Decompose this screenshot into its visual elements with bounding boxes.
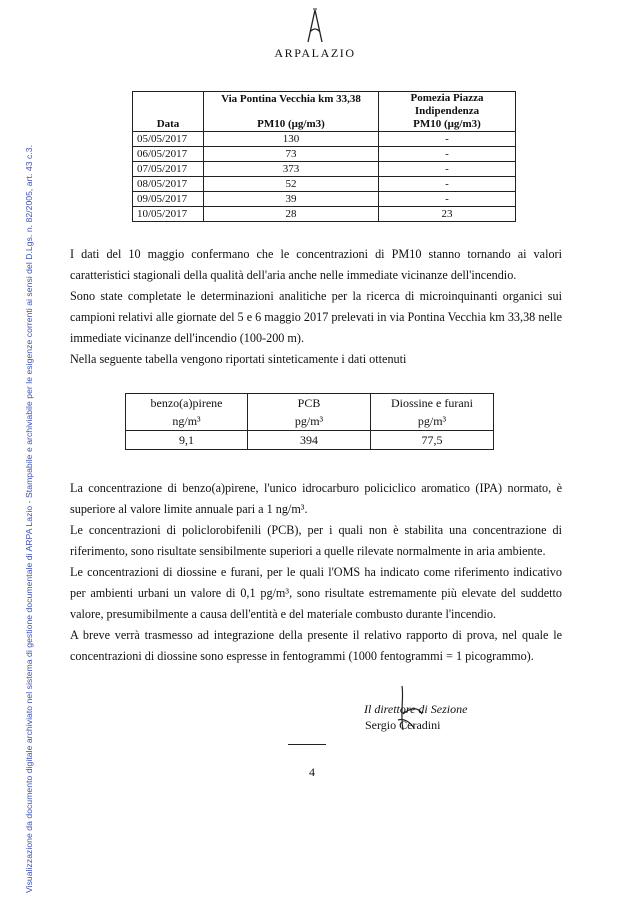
table-row [133, 162, 516, 177]
table-row [133, 207, 516, 222]
cell-pomezia: 23 [379, 207, 516, 222]
cell-pomezia: - [379, 192, 516, 207]
signature-block [364, 701, 467, 733]
value-diossine: 77,5 [371, 431, 494, 450]
cell-pomezia: - [379, 147, 516, 162]
archive-side-note: Visualizzazione da documento digitale archiviato nel sistema di gestione documentale di ARPA Lazio - Stampabile e archiviabile per le esigenze correnti ai sensi del D.Lgs. n. 82/2005, art. 43 c.3. [24, 144, 34, 893]
cell-date: 09/05/2017 [133, 192, 204, 207]
signature-role: Il direttore di Sezione [364, 702, 468, 716]
unit-pcb: pg/m³ [248, 412, 371, 431]
paragraph: La concentrazione di benzo(a)pirene, l'unico idrocarburo policiclico aromatico (IPA) normato, è superiore al valore limite annuale pari a 1 ng/m³. [70, 481, 562, 516]
pm10-table [132, 91, 516, 222]
paragraph: Le concentrazioni di policlorobifenili (PCB), per i quali non è stabilita una concentrazione di riferimento, sono risultate sensibilmente superiori a quelle rilevate normalmente in aria ambiente. [70, 523, 562, 558]
header-pomezia [379, 92, 516, 132]
unit-diossine: pg/m³ [371, 412, 494, 431]
header-pontina [204, 92, 379, 132]
table-row [133, 132, 516, 147]
cell-pontina: 373 [204, 162, 379, 177]
table-units-row [126, 412, 494, 431]
table-row [126, 431, 494, 450]
findings-text [70, 478, 562, 667]
header-diossine: Diossine e furani [371, 394, 494, 413]
header-pomezia-line2: Indipendenza [414, 105, 480, 117]
cell-pontina: 73 [204, 147, 379, 162]
cell-date: 10/05/2017 [133, 207, 204, 222]
cell-pontina: 130 [204, 132, 379, 147]
intro-text [70, 244, 562, 370]
cell-date: 08/05/2017 [133, 177, 204, 192]
paragraph: Sono state completate le determinazioni analitiche per la ricerca di microinquinanti organici sui campioni relativi alle giornate del 5 e 6 maggio 2017 prelevati in via Pontina Vecchia km 33,38 nelle immediate vicinanze dell'incendio (100-200 m). [70, 289, 562, 345]
table-row [133, 192, 516, 207]
header-pomezia-line3: PM10 (μg/m3) [413, 118, 481, 130]
cell-date: 06/05/2017 [133, 147, 204, 162]
value-pcb: 394 [248, 431, 371, 450]
table-header-row [126, 394, 494, 413]
header-pomezia-line1: Pomezia Piazza [410, 92, 484, 104]
paragraph: I dati del 10 maggio confermano che le concentrazioni di PM10 stanno tornando ai valori caratteristici stagionali della qualità dell'aria anche nelle immediate vicinanze dell'incendio. [70, 247, 562, 282]
cell-pontina: 28 [204, 207, 379, 222]
header-pontina-line2: PM10 (μg/m3) [257, 118, 325, 130]
header-date: Data [133, 92, 204, 132]
cell-date: 07/05/2017 [133, 162, 204, 177]
cell-date: 05/05/2017 [133, 132, 204, 147]
paragraph: A breve verrà trasmesso ad integrazione della presente il relativo rapporto di prova, nel quale le concentrazioni di diossine sono espresse in fentogrammi (1000 fentogrammi = 1 picogrammo). [70, 628, 562, 663]
header-benzopirene: benzo(a)pirene [126, 394, 248, 413]
unit-benzopirene: ng/m³ [126, 412, 248, 431]
header-pcb: PCB [248, 394, 371, 413]
cell-pomezia: - [379, 132, 516, 147]
logo-text: ARPALAZIO [274, 46, 356, 60]
table-row [133, 147, 516, 162]
cell-pontina: 39 [204, 192, 379, 207]
cell-pontina: 52 [204, 177, 379, 192]
paragraph: Nella seguente tabella vengono riportati sinteticamente i dati ottenuti [70, 352, 407, 366]
arpa-lazio-logo-icon [304, 8, 326, 44]
signature-name: Sergio Ceradini [365, 718, 441, 732]
cell-pomezia: - [379, 177, 516, 192]
logo [270, 8, 360, 61]
table-header-row [133, 92, 516, 132]
header-pontina-line1: Via Pontina Vecchia km 33,38 [221, 93, 361, 105]
cell-pomezia: - [379, 162, 516, 177]
divider [288, 744, 326, 745]
micropollutants-table [125, 393, 494, 450]
value-benzopirene: 9,1 [126, 431, 248, 450]
table-row [133, 177, 516, 192]
paragraph: Le concentrazioni di diossine e furani, per le quali l'OMS ha indicato come riferimento indicativo per ambienti urbani un valore di 0,1 pg/m³, sono risultate estremamente più elevate del suddetto valore, presumibilmente a causa dell'entità e del materiale combusto durante l'incendio. [70, 565, 562, 621]
page-number: 4 [309, 765, 315, 779]
